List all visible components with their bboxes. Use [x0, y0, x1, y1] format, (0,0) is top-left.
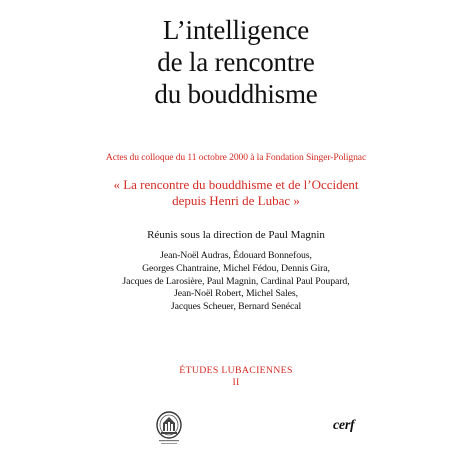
publisher-logo: cerf	[333, 418, 355, 433]
authors-list	[82, 250, 390, 314]
title-line-2: de la rencontre	[157, 47, 315, 77]
colloquium-theme-line-2: depuis Henri de Lubac »	[172, 193, 300, 208]
series-number: II	[232, 377, 240, 388]
book-cover	[82, 0, 390, 472]
authors-line-3: Jacques de Larosière, Paul Magnin, Cardinal Paul Poupard,	[122, 275, 350, 287]
colloquium-info: Actes du colloque du 11 octobre 2000 à la Fondation Singer-Polignac	[105, 152, 367, 163]
authors-line-4: Jean-Noël Robert, Michel Sales,	[174, 288, 298, 300]
foundation-seal-icon	[154, 409, 184, 447]
authors-line-2: Georges Chantraine, Michel Fédou, Dennis Gira,	[142, 262, 330, 274]
title-line-1: L’intelligence	[162, 15, 310, 45]
colloquium-theme-line-1: « La rencontre du bouddhisme et de l’Occident	[113, 177, 359, 192]
series-block	[82, 365, 390, 389]
title-line-3: du bouddhisme	[154, 79, 318, 109]
editor-credit: Réunis sous la direction de Paul Magnin	[147, 229, 325, 241]
authors-line-1: Jean-Noël Audras, Édouard Bonnefous,	[160, 250, 312, 261]
series-name: ÉTUDES LUBACIENNES	[179, 365, 293, 376]
authors-line-5: Jacques Scheuer, Bernard Senécal	[170, 301, 302, 313]
